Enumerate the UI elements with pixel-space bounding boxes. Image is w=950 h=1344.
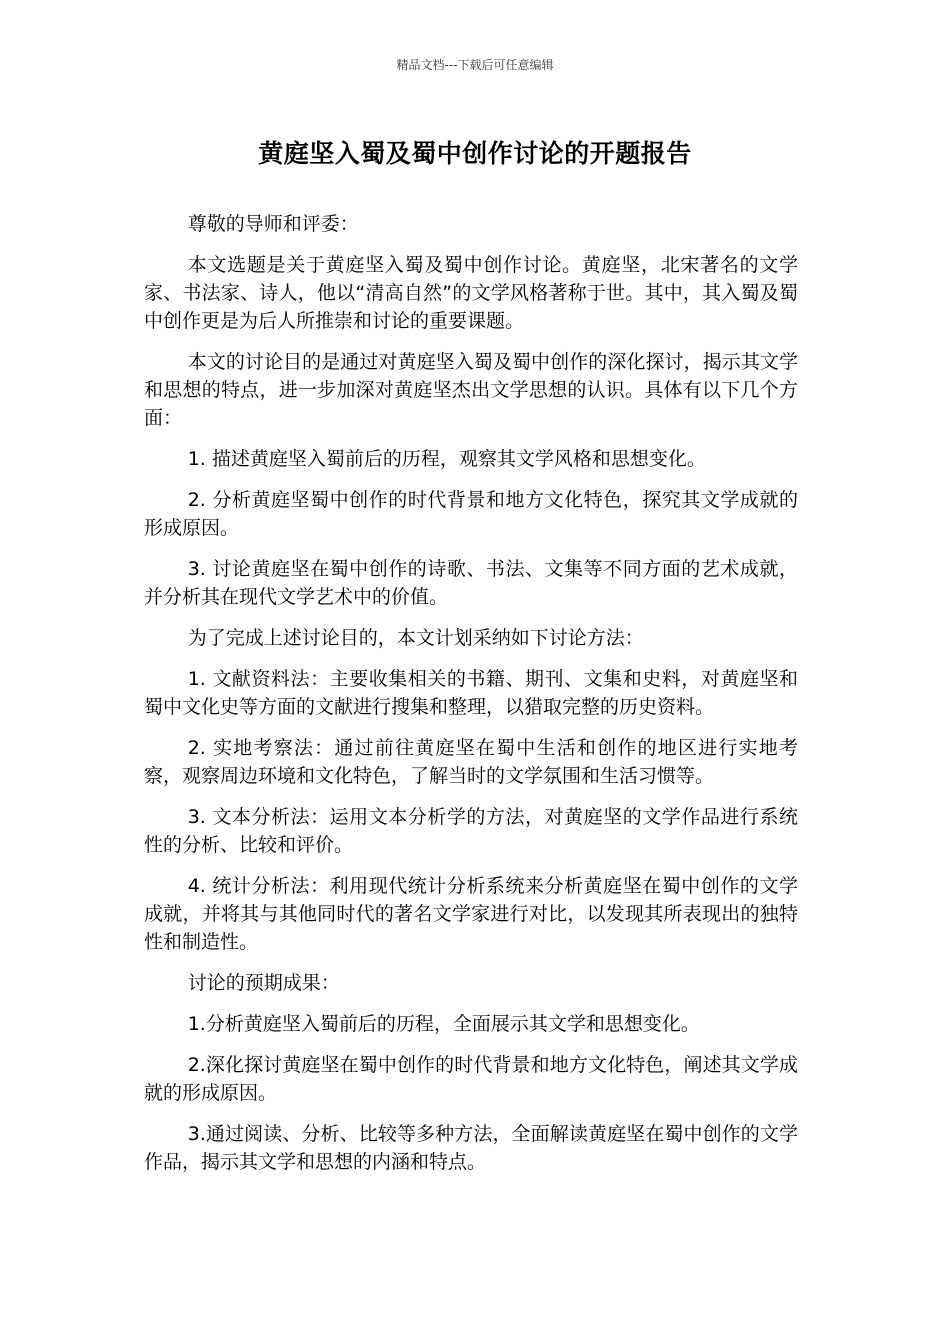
paragraph-purpose: 本文的讨论目的是通过对黄庭坚入蜀及蜀中创作的深化探讨，揭示其文学和思想的特点，进一步加深对黄庭坚杰出文学思想的认识。具体有以下几个方面：: [144, 351, 798, 429]
document-title: 黄庭坚入蜀及蜀中创作讨论的开题报告: [258, 139, 692, 168]
paragraph-aim-3: 3. 讨论黄庭坚在蜀中创作的诗歌、书法、文集等不同方面的艺术成就，并分析其在现代文学艺术中的价值。: [144, 558, 798, 608]
paragraph-topic: 本文选题是关于黄庭坚入蜀及蜀中创作讨论。黄庭坚，北宋著名的文学家、书法家、诗人，他以“清高自然”的文学风格著称于世。其中，其入蜀及蜀中创作更是为后人所推崇和讨论的重要课题。: [144, 254, 798, 332]
paragraph-outcome-1: 1.分析黄庭坚入蜀前后的历程，全面展示其文学和思想变化。: [187, 1013, 700, 1035]
paragraph-methods-intro: 为了完成上述讨论目的，本文计划采纳如下讨论方法：: [187, 627, 644, 649]
paragraph-method-1: 1. 文献资料法：主要收集相关的书籍、期刊、文集和史料，对黄庭坚和蜀中文化史等方面的文献进行搜集和整理，以猎取完整的历史资料。: [144, 668, 798, 718]
paragraph-outcome-3: 3.通过阅读、分析、比较等多种方法，全面解读黄庭坚在蜀中创作的文学作品，揭示其文学和思想的内涵和特点。: [144, 1123, 798, 1173]
paragraph-aim-1: 1. 描述黄庭坚入蜀前后的历程，观察其文学风格和思想变化。: [187, 448, 706, 470]
header-note: 精品文档---下载后可任意编辑: [396, 58, 554, 72]
paragraph-outcomes-intro: 讨论的预期成果：: [187, 972, 340, 994]
paragraph-method-2: 2. 实地考察法：通过前往黄庭坚在蜀中生活和创作的地区进行实地考察，观察周边环境和文化特色，了解当时的文学氛围和生活习惯等。: [144, 737, 798, 787]
paragraph-salutation: 尊敬的导师和评委：: [187, 213, 359, 235]
paragraph-outcome-2: 2.深化探讨黄庭坚在蜀中创作的时代背景和地方文化特色，阐述其文学成就的形成原因。: [144, 1054, 798, 1104]
paragraph-aim-2: 2. 分析黄庭坚蜀中创作的时代背景和地方文化特色，探究其文学成就的形成原因。: [144, 489, 798, 539]
document-body: [144, 210, 798, 1189]
paragraph-method-4: 4. 统计分析法：利用现代统计分析系统来分析黄庭坚在蜀中创作的文学成就，并将其与其他同时代的著名文学家进行对比，以发现其所表现出的独特性和制造性。: [144, 875, 798, 953]
paragraph-method-3: 3. 文本分析法：运用文本分析学的方法，对黄庭坚的文学作品进行系统性的分析、比较和评价。: [144, 806, 798, 856]
